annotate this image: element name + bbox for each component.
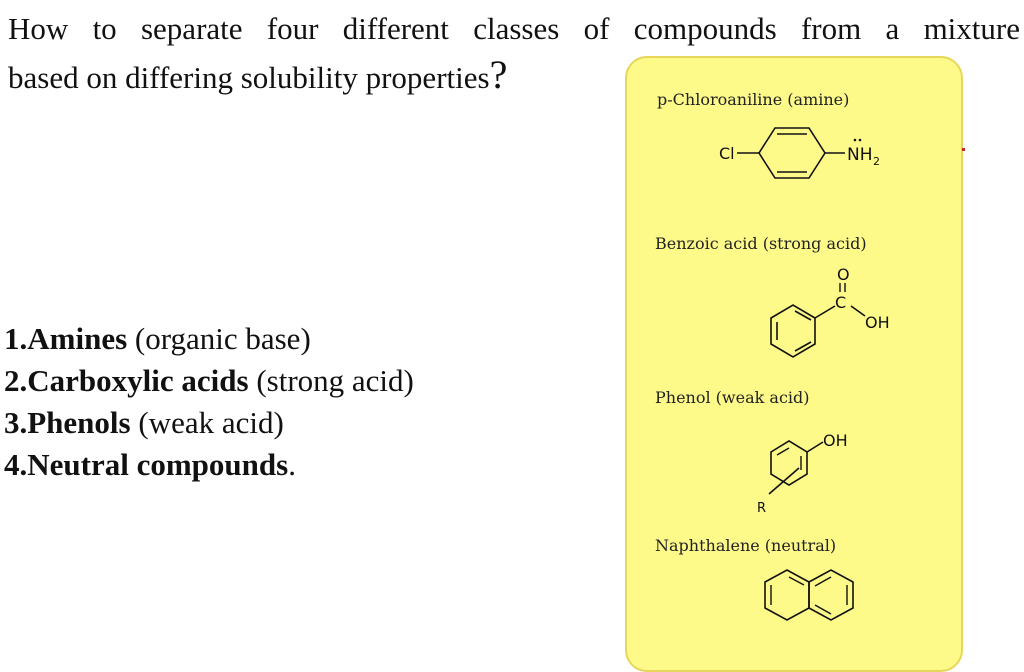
chlorine-label: Cl — [719, 144, 735, 163]
structures-panel — [625, 56, 963, 672]
amine-nh-label: NH — [847, 145, 873, 165]
title-line-1: How to separate four different classes of compounds from a mixture — [8, 11, 1020, 46]
list-item-neutral — [4, 444, 414, 486]
list-item-amines — [4, 318, 414, 360]
caption-benzoic-acid: Benzoic acid (strong acid) — [655, 234, 867, 253]
phenol-structure — [757, 422, 877, 522]
list-item-phenols — [4, 402, 414, 444]
carbonyl-oxygen-label: O — [837, 265, 850, 284]
list-description: (strong acid) — [248, 363, 414, 398]
list-item-carboxylic-acids — [4, 360, 414, 402]
phenol-hydroxyl-label: OH — [823, 431, 848, 450]
caption-p-chloroaniline: p-Chloroaniline (amine) — [657, 90, 850, 109]
list-number: 2. — [4, 363, 28, 398]
red-dot-artifact — [962, 148, 965, 151]
list-term: Neutral compounds — [27, 447, 289, 482]
p-chloroaniline-structure — [713, 120, 913, 182]
list-number: 1. — [4, 321, 28, 356]
list-term: Phenols — [27, 405, 131, 440]
hydroxyl-label: OH — [865, 313, 890, 332]
list-number: 3. — [4, 405, 28, 440]
list-number: 4. — [4, 447, 28, 482]
caption-phenol: Phenol (weak acid) — [655, 388, 810, 407]
title-question-mark: ? — [489, 52, 508, 97]
list-description: (weak acid) — [130, 405, 284, 440]
list-term: Carboxylic acids — [27, 363, 249, 398]
substituent-r-label: R — [757, 501, 767, 516]
list-description: . — [288, 447, 296, 482]
naphthalene-structure — [757, 568, 867, 628]
title-line-2: based on differing solubility properties — [8, 60, 490, 95]
list-term: Amines — [27, 321, 128, 356]
caption-naphthalene: Naphthalene (neutral) — [655, 536, 837, 555]
benzoic-acid-structure — [757, 256, 907, 368]
compound-class-list — [4, 318, 414, 486]
carbon-label: C — [835, 293, 847, 312]
list-description: (organic base) — [127, 321, 311, 356]
amine-subscript: 2 — [873, 155, 880, 168]
